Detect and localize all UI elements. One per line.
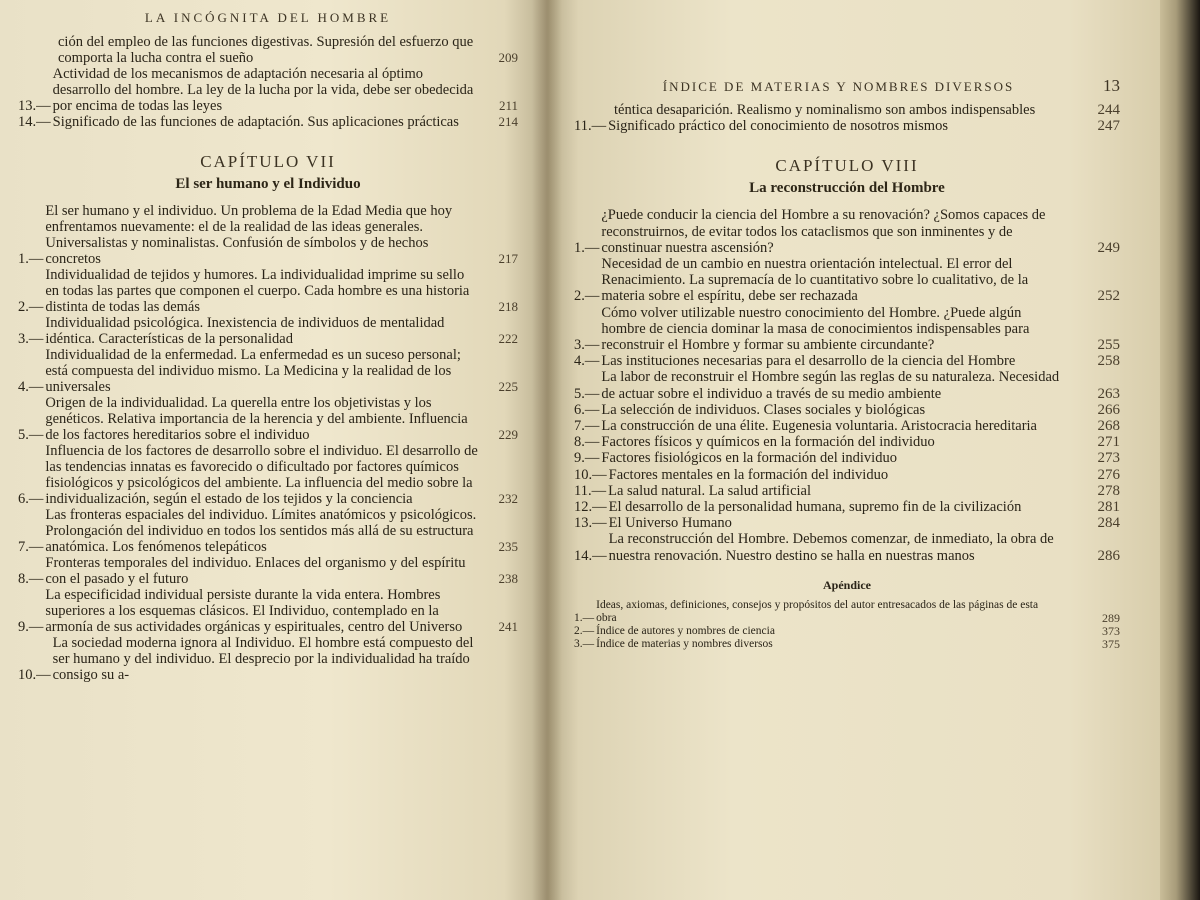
left-running-head: LA INCÓGNITA DEL HOMBRE	[144, 10, 392, 25]
toc-entry	[574, 305, 1120, 354]
toc-entry-number: 11.—	[574, 118, 607, 135]
right-running-head	[574, 76, 1120, 96]
toc-entry-number: 4.—	[574, 353, 600, 370]
toc-entry-page: 286	[1097, 547, 1120, 564]
toc-entry-page: 252	[1097, 288, 1120, 305]
toc-entry-text: La selección de individuos. Clases sociales y biológicas	[601, 401, 926, 418]
toc-entry-number: 2.—	[18, 299, 44, 315]
toc-entry	[574, 402, 1120, 418]
toc-entry	[18, 635, 518, 683]
toc-entry-page: 276	[1097, 466, 1120, 483]
toc-entry	[574, 467, 1120, 483]
toc-entry-number: 2.—	[574, 624, 595, 637]
right-running-head-title: ÍNDICE DE MATERIAS Y NOMBRES DIVERSOS	[662, 79, 1015, 94]
chapter-vii-title: El ser humano y el Individuo	[175, 176, 361, 192]
toc-entry-text: Ideas, axiomas, definiciones, consejos y propósitos del autor entresacados de las páginas de esta obra	[596, 598, 1039, 624]
toc-entry-text: Las instituciones necesarias para el desarrollo de la ciencia del Hombre	[601, 353, 1016, 370]
toc-entry-text: Individualidad psicológica. Inexistencia de individuos de mentalidad idéntica. Características de la personalidad	[45, 315, 445, 347]
toc-entry-page: 263	[1097, 385, 1120, 402]
toc-entry-text: La reconstrucción del Hombre. Debemos comenzar, de inmediato, la obra de nuestra renovación. Nuestro destino se halla en nuestras manos	[608, 531, 1054, 564]
toc-entry-text: ¿Puede conducir la ciencia del Hombre a su renovación? ¿Somos capaces de reconstruirnos, de evitar todos los cataclismos que son inminentes y de constinuar nuestra ascensión?	[601, 207, 1046, 256]
toc-entry-number: 3.—	[18, 331, 44, 347]
toc-entry-number: 13.—	[574, 515, 607, 532]
toc-entry-page: 258	[1097, 353, 1120, 370]
toc-entry	[574, 418, 1120, 434]
toc-entry-number: 10.—	[574, 466, 607, 483]
toc-entry-page: 249	[1097, 239, 1120, 256]
toc-entry-text: Las fronteras espaciales del individuo. Límites anatómicos y psicológicos. Prolongación del individuo en todos los sentidos más allá de su estructura anatómica. Los fenómenos telepáticos	[45, 507, 477, 555]
toc-entry-number: 13.—	[18, 98, 51, 114]
chapter-viii-label: CAPÍTULO VIII	[775, 156, 919, 176]
toc-entry-number: 3.—	[574, 337, 600, 354]
page-number: 13	[1103, 76, 1120, 95]
toc-entry-page: 238	[498, 571, 518, 586]
toc-entry	[574, 207, 1120, 256]
toc-entry-number: 1.—	[574, 611, 595, 624]
appendix-title: Apéndice	[823, 577, 871, 592]
toc-entry	[574, 625, 1120, 638]
toc-entry-page: 229	[498, 427, 518, 442]
toc-entry	[18, 395, 518, 443]
toc-entry	[574, 499, 1120, 515]
toc-entry-page: 232	[498, 491, 518, 506]
toc-entry-number: 7.—	[18, 539, 44, 555]
toc-entry	[574, 369, 1120, 401]
toc-entry	[18, 443, 518, 507]
toc-entry	[18, 34, 518, 66]
toc-entry-number: 3.—	[574, 637, 595, 650]
toc-entry-page: 214	[498, 114, 518, 129]
appendix	[574, 578, 1120, 651]
toc-entry-text: Significado de las funciones de adaptación. Sus aplicaciones prácticas	[52, 114, 459, 130]
toc-entry-text: Origen de la individualidad. La querella entre los objetivistas y los genéticos. Relativa importancia de la herencia y del ambiente. Influencia de los factores hereditarios sobre el individuo	[45, 395, 468, 443]
toc-entry-text: téntica desaparición. Realismo y nominalismo son ambos indispensables	[614, 102, 1036, 118]
toc-entry-text: Necesidad de un cambio en nuestra orientación intelectual. El error del Renacimiento. La supremacía de lo cuantitativo sobre lo cualitativo, de la materia sobre el espíritu, debe ser rechazada	[601, 256, 1029, 305]
toc-entry	[574, 638, 1120, 651]
toc-entry-page: 289	[1102, 610, 1120, 625]
left-page	[0, 0, 548, 900]
toc-entry	[18, 203, 518, 267]
toc-entry-text: Cómo volver utilizable nuestro conocimiento del Hombre. ¿Puede algún hombre de ciencia dominar la masa de conocimientos indispensables para reconstruir el Hombre y formar su ambiente circundante?	[601, 304, 1030, 354]
toc-entry-number: 7.—	[574, 418, 600, 435]
toc-entry-number: 4.—	[18, 379, 44, 395]
toc-entry-number: 12.—	[574, 499, 607, 516]
toc-entry-number: 9.—	[18, 619, 44, 635]
toc-entry-text: La especificidad individual persiste durante la vida entera. Hombres superiores a los esquemas clásicos. El Individuo, contemplado en la armonía de sus actividades orgánicas y espirituales, centro del Universo	[45, 587, 463, 635]
chapter-vii-entries	[18, 203, 518, 683]
right-top-entries	[574, 102, 1120, 134]
toc-entry-page: 247	[1097, 118, 1120, 135]
toc-entry-text: El desarrollo de la personalidad humana, supremo fin de la civilización	[608, 499, 1022, 516]
toc-entry	[18, 114, 518, 130]
toc-entry-page: 268	[1097, 418, 1120, 435]
toc-entry-page: 209	[498, 50, 518, 65]
toc-entry-text: La sociedad moderna ignora al Individuo. El hombre está compuesto del ser humano y del individuo. El desprecio por la individualidad ha traído consigo su a-	[52, 635, 474, 683]
toc-entry-text: ción del empleo de las funciones digestivas. Supresión del esfuerzo que comporta la lucha contra el sueño	[58, 34, 474, 66]
toc-entry	[574, 434, 1120, 450]
toc-entry-text: La labor de reconstruir el Hombre según las reglas de su naturaleza. Necesidad de actuar sobre el individuo a través de su medio ambiente	[601, 369, 1060, 402]
toc-entry-text: Actividad de los mecanismos de adaptación necesaria al óptimo desarrollo del hombre. La ley de la lucha por la vida, debe ser obedecida por encima de todas las leyes	[52, 66, 474, 114]
toc-entry	[18, 267, 518, 315]
toc-entry-page: 281	[1097, 499, 1120, 516]
toc-entry-number: 6.—	[18, 491, 44, 507]
toc-entry-number: 8.—	[18, 571, 44, 587]
toc-entry-text: La construcción de una élite. Eugenesia voluntaria. Aristocracia hereditaria	[601, 418, 1037, 435]
toc-entry-text: Índice de autores y nombres de ciencia	[596, 624, 775, 637]
toc-entry-number: 6.—	[574, 401, 600, 418]
toc-entry-page: 255	[1097, 337, 1120, 354]
toc-entry-page: 373	[1102, 623, 1120, 638]
toc-entry-text: Factores mentales en la formación del individuo	[608, 466, 889, 483]
toc-entry	[18, 555, 518, 587]
chapter-vii-label: CAPÍTULO VII	[200, 152, 336, 171]
toc-entry-text: Individualidad de la enfermedad. La enfermedad es un suceso personal; está compuesta del individuo mismo. La Medicina y la realidad de los universales	[45, 347, 461, 395]
toc-entry-page: 235	[498, 539, 518, 554]
toc-entry-number: 14.—	[18, 114, 51, 130]
toc-entry	[18, 347, 518, 395]
toc-entry-text: Significado práctico del conocimiento de nosotros mismos	[608, 118, 948, 135]
toc-entry-number: 14.—	[574, 547, 607, 564]
toc-entry-text: Factores físicos y químicos en la formación del individuo	[601, 434, 935, 451]
chapter-viii-title: La reconstrucción del Hombre	[749, 180, 945, 197]
toc-entry-text: Individualidad de tejidos y humores. La individualidad imprime su sello en todas las partes que componen el cuerpo. Cada hombre es una historia distinta de todas las demás	[45, 267, 470, 315]
toc-entry-number: 11.—	[574, 482, 607, 499]
toc-entry-page: 375	[1102, 636, 1120, 651]
toc-entry-text: El Universo Humano	[608, 515, 732, 532]
toc-entry-page: 211	[498, 98, 518, 113]
toc-entry-page: 225	[498, 379, 518, 394]
toc-entry-number: 2.—	[574, 288, 600, 305]
toc-entry-page: 241	[498, 619, 518, 634]
toc-entry-page: 271	[1097, 434, 1120, 451]
toc-entry-number: 9.—	[574, 450, 600, 467]
toc-entry	[18, 507, 518, 555]
toc-entry-text: El ser humano y el individuo. Un problema de la Edad Media que hoy enfrentamos nuevamente: el de la realidad de las ideas generales. Universalistas y nominalistas. Confusión de símbolos y de hechos concretos	[45, 203, 453, 267]
book-page-edge	[1160, 0, 1200, 900]
toc-entry-page: 266	[1097, 401, 1120, 418]
toc-entry	[574, 515, 1120, 531]
toc-entry	[18, 66, 518, 114]
toc-entry	[574, 353, 1120, 369]
toc-entry-number: 1.—	[18, 251, 44, 267]
toc-entry-text: La salud natural. La salud artificial	[608, 482, 812, 499]
toc-entry-number: 8.—	[574, 434, 600, 451]
toc-entry-number: 5.—	[18, 427, 44, 443]
toc-entry	[18, 315, 518, 347]
appendix-entries	[574, 599, 1120, 651]
toc-entry	[574, 256, 1120, 305]
toc-entry	[574, 102, 1120, 118]
toc-entry	[574, 599, 1120, 625]
toc-entry-number: 1.—	[574, 239, 600, 256]
toc-entry-page: 244	[1097, 102, 1120, 118]
left-top-entries	[18, 34, 518, 130]
toc-entry	[574, 531, 1120, 563]
toc-entry	[574, 483, 1120, 499]
toc-entry-text: Fronteras temporales del individuo. Enlaces del organismo y del espíritu con el pasado y el futuro	[45, 555, 466, 587]
toc-entry-text: Factores fisiológicos en la formación del individuo	[601, 450, 897, 467]
toc-entry-page: 222	[498, 331, 518, 346]
toc-entry-page: 278	[1097, 482, 1120, 499]
toc-entry-page: 218	[498, 299, 518, 314]
toc-entry-page: 273	[1097, 450, 1120, 467]
toc-entry-text: Influencia de los factores de desarrollo sobre el individuo. El desarrollo de las tendencias innatas es favorecido o dificultado por factores químicos fisiológicos y psicológicos del ambiente. La influencia del medio sobre la individualización, según el estado de los tejidos y la conciencia	[45, 443, 478, 507]
toc-entry-number: 10.—	[18, 667, 51, 683]
toc-entry-page: 217	[498, 251, 518, 266]
right-page	[548, 0, 1160, 900]
toc-entry-page: 284	[1097, 515, 1120, 532]
toc-entry	[18, 587, 518, 635]
toc-entry	[574, 450, 1120, 466]
toc-entry	[574, 118, 1120, 134]
chapter-viii-entries	[574, 207, 1120, 563]
toc-entry-number: 5.—	[574, 385, 600, 402]
toc-entry-text: Índice de materias y nombres diversos	[596, 637, 773, 650]
